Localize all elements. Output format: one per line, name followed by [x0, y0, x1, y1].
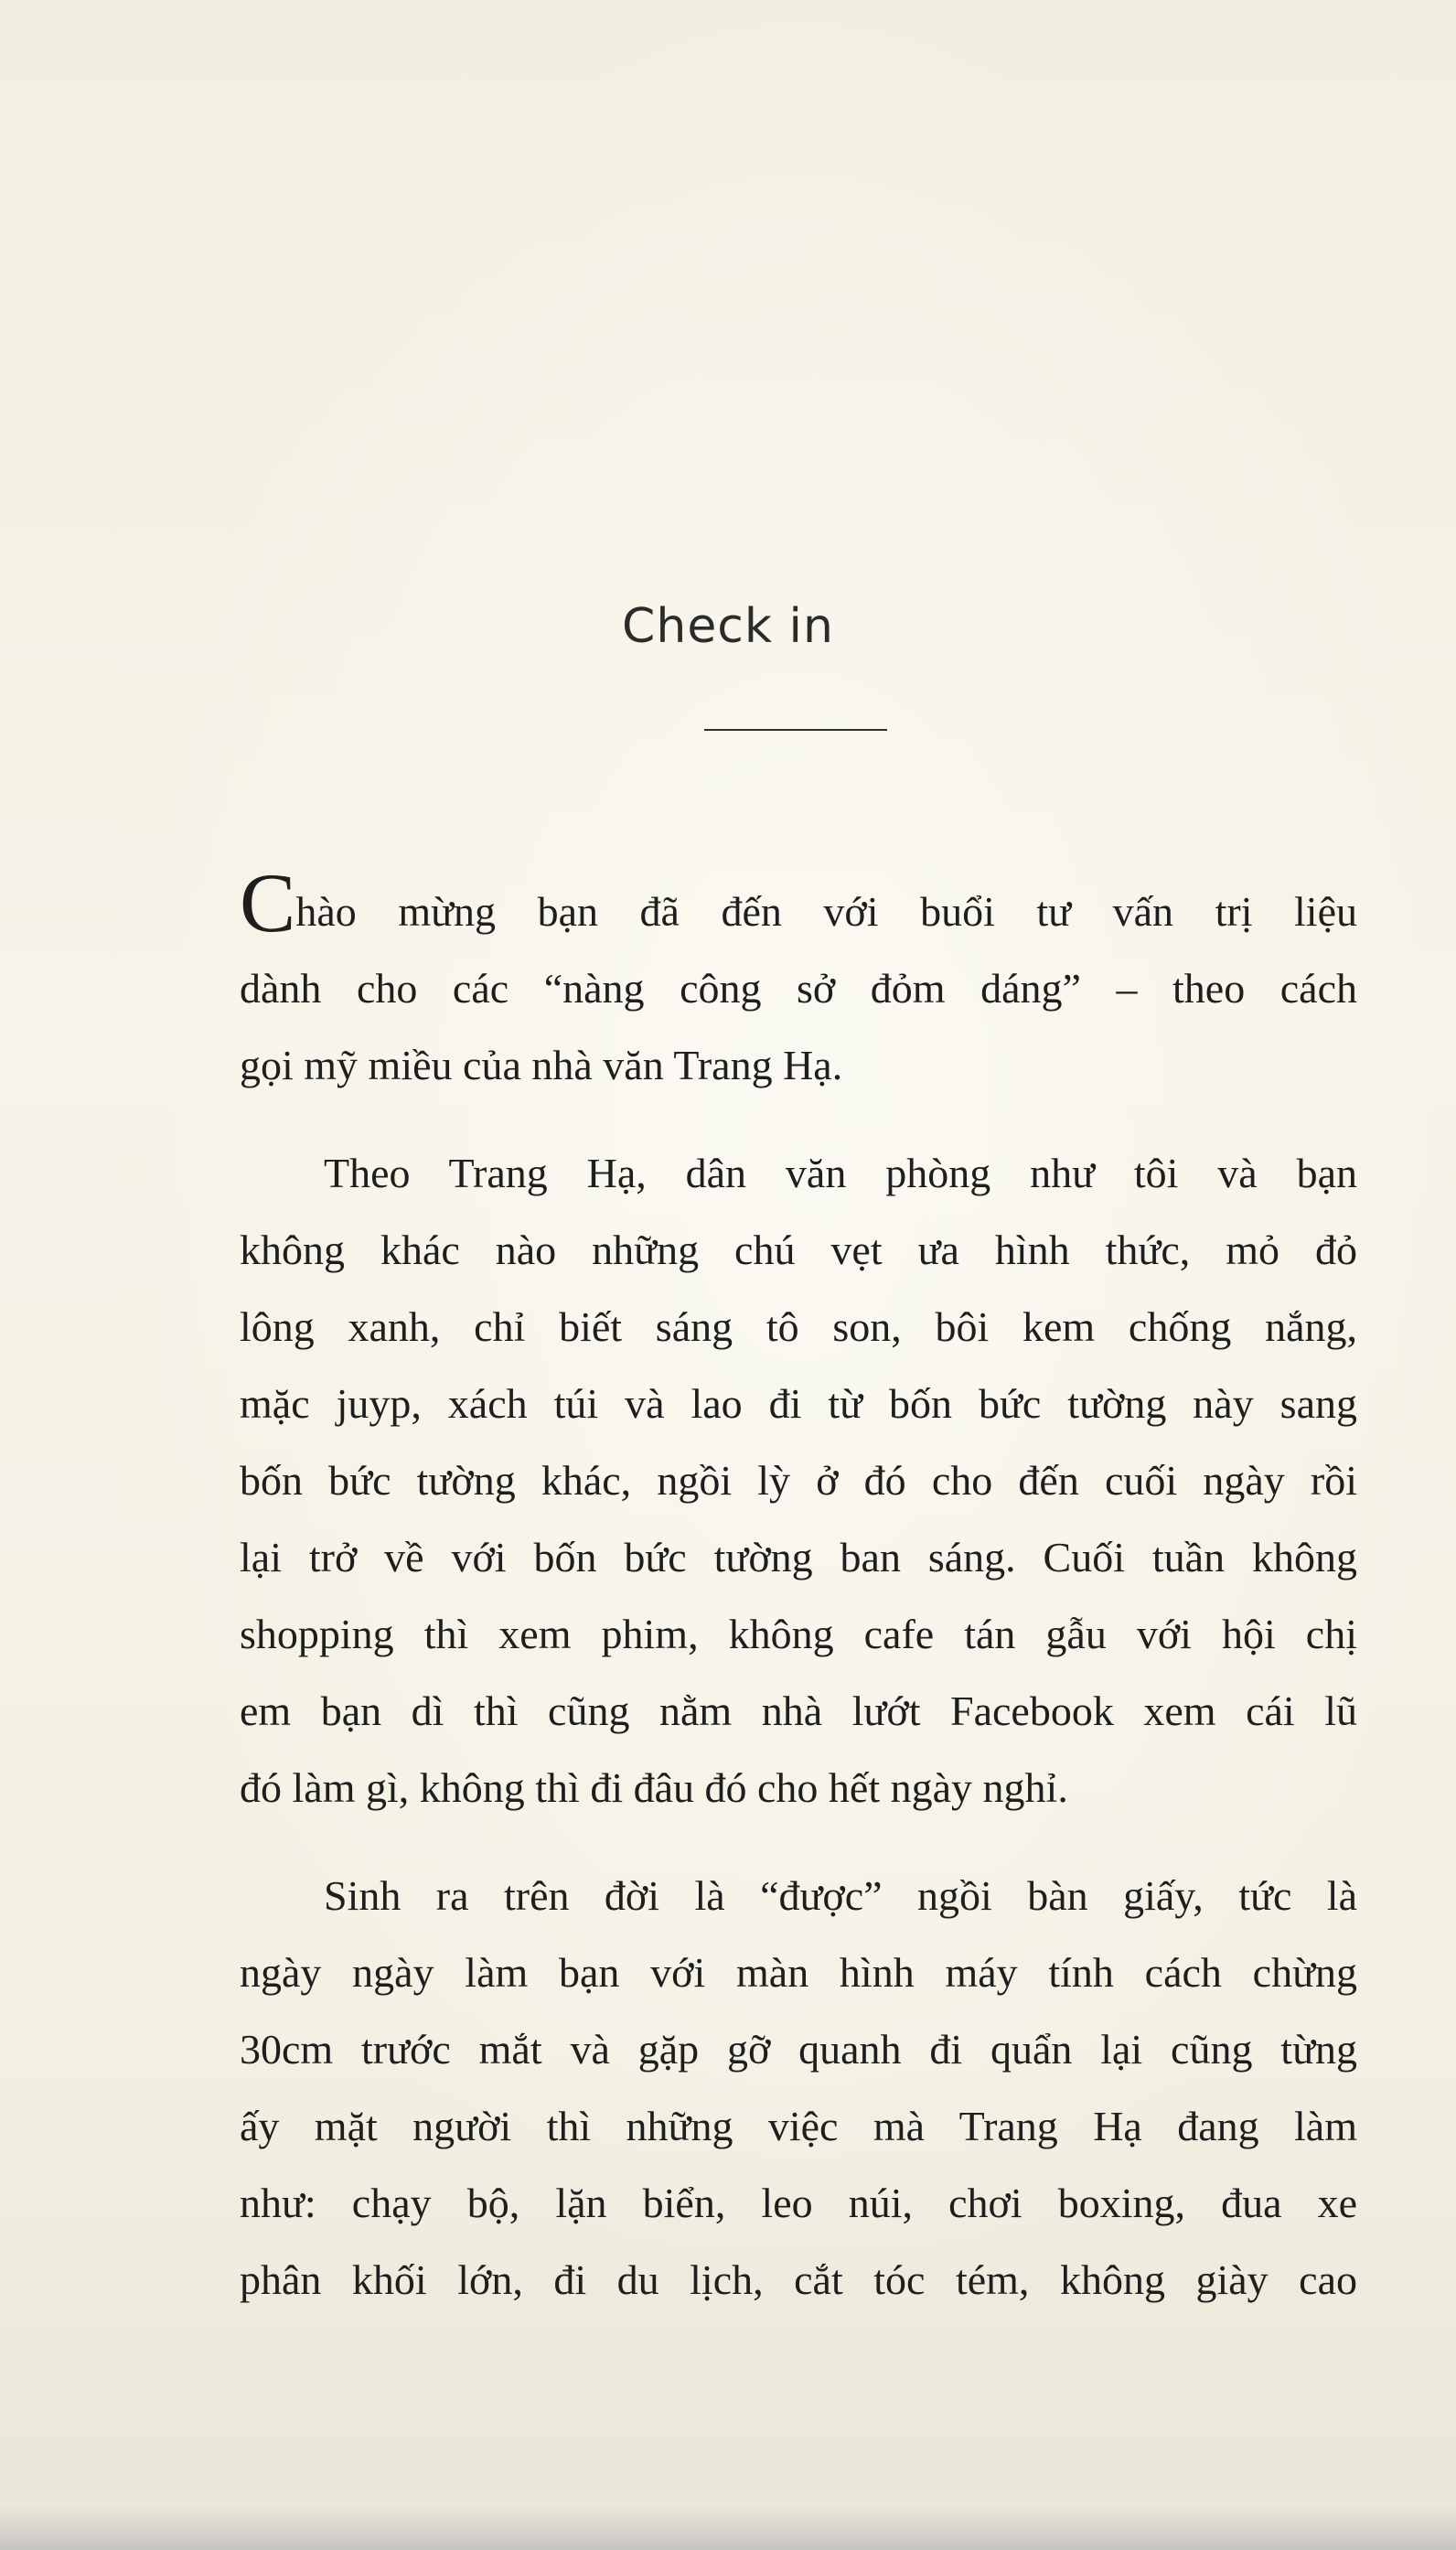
text-line: phân khối lớn, đi du lịch, cắt tóc tém, không giày cao: [240, 2256, 1357, 2303]
text-line: lại trở về với bốn bức tường ban sáng. Cuối tuần không: [240, 1534, 1357, 1580]
text-line: đó làm gì, không thì đi đâu đó cho hết ngày nghỉ.: [240, 1764, 1068, 1811]
text-line: ngày ngày làm bạn với màn hình máy tính cách chừng: [240, 1949, 1357, 1996]
text-line: không khác nào những chú vẹt ưa hình thức, mỏ đỏ: [240, 1227, 1357, 1273]
text-line: em bạn dì thì cũng nằm nhà lướt Facebook xem cái lũ: [240, 1688, 1357, 1734]
page-bottom-shadow: [0, 2506, 1456, 2550]
text-line: Sinh ra trên đời là “được” ngồi bàn giấy, tức là: [324, 1872, 1357, 1919]
text-line: [240, 856, 1357, 950]
paragraph-3: [240, 1858, 1357, 2319]
paragraph-gap: [240, 1827, 1357, 1858]
paragraph-2: [240, 1135, 1357, 1827]
text-line: dành cho các “nàng công sở đỏm dáng” – theo cách: [240, 965, 1357, 1012]
text-line-content: hào mừng bạn đã đến với buổi tư vấn trị liệu: [295, 888, 1357, 935]
drop-cap: C: [240, 856, 296, 949]
title-divider: [704, 729, 887, 731]
text-line: bốn bức tường khác, ngồi lỳ ở đó cho đến cuối ngày rồi: [240, 1457, 1357, 1504]
paragraph-1: [240, 856, 1357, 1104]
text-line: Theo Trang Hạ, dân văn phòng như tôi và bạn: [324, 1150, 1357, 1196]
text-line: như: chạy bộ, lặn biển, leo núi, chơi boxing, đua xe: [240, 2180, 1357, 2226]
chapter-title: Check in: [622, 599, 834, 654]
text-line: shopping thì xem phim, không cafe tán gẫu với hội chị: [240, 1611, 1357, 1657]
text-line: gọi mỹ miều của nhà văn Trang Hạ.: [240, 1042, 843, 1088]
text-line: 30cm trước mắt và gặp gỡ quanh đi quẩn lại cũng từng: [240, 2026, 1357, 2073]
body-text: [240, 856, 1357, 2319]
text-line: lông xanh, chỉ biết sáng tô son, bôi kem chống nắng,: [240, 1303, 1357, 1350]
paragraph-gap: [240, 1104, 1357, 1135]
text-line: ấy mặt người thì những việc mà Trang Hạ đang làm: [240, 2103, 1357, 2149]
text-line: mặc juyp, xách túi và lao đi từ bốn bức tường này sang: [240, 1380, 1357, 1427]
